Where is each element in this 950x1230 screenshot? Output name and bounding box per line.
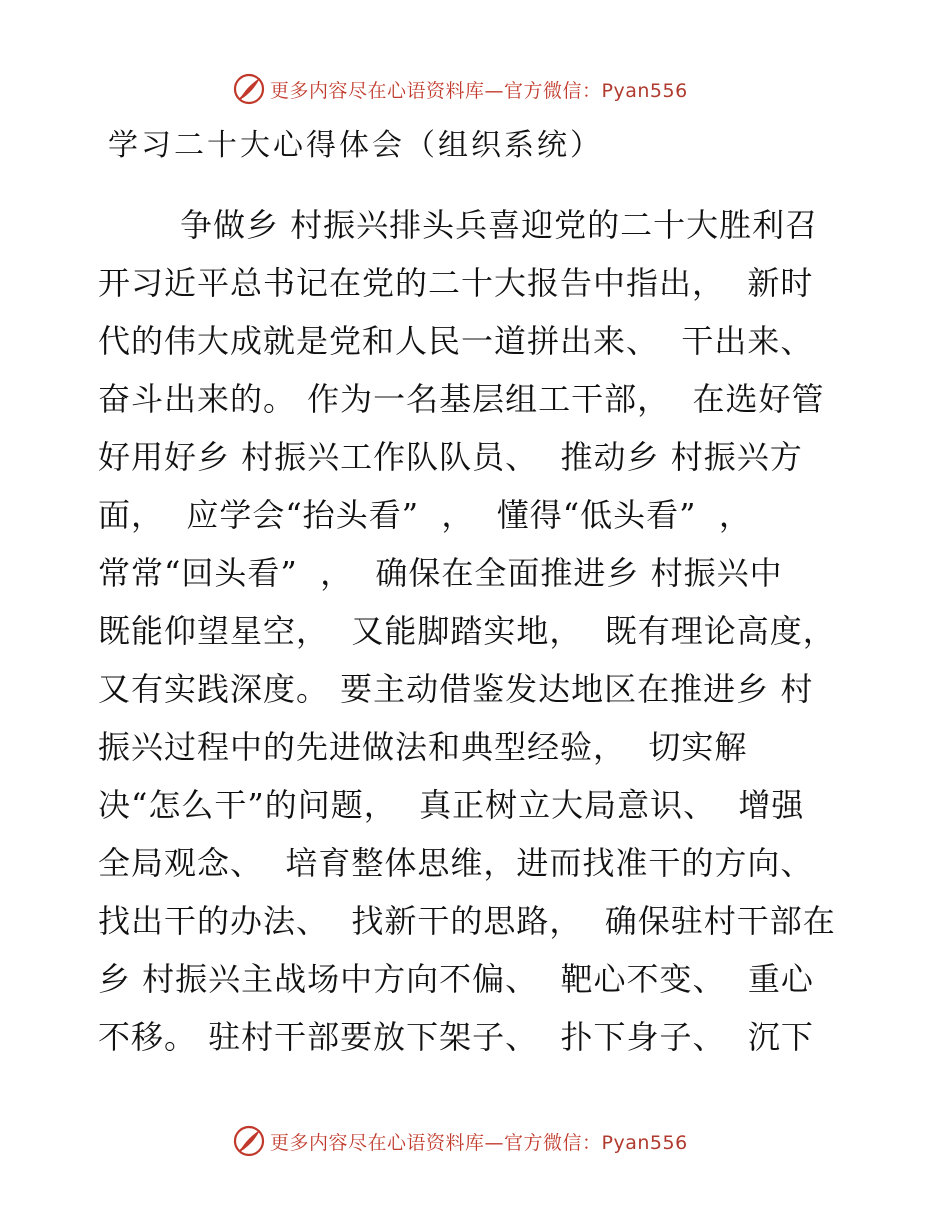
document-title: 学习二十大心得体会（组织系统）: [108, 128, 603, 163]
feather-pen-logo-icon: [232, 1124, 266, 1158]
header-watermark: [232, 72, 688, 106]
paragraph-line: 常常“回头看” ， 确保在全面推进乡 村振兴中: [98, 554, 783, 592]
paragraph-line: 开习近平总书记在党的二十大报告中指出， 新时: [98, 264, 814, 302]
paragraph-line: 代的伟大成就是党和人民一道拼出来、 干出来、: [98, 322, 814, 360]
paragraph-line: 面， 应学会“抬头看” ， 懂得“低头看” ，: [98, 496, 752, 534]
paragraph-line: 既能仰望星空， 又能脚踏实地， 既有理论高度，: [98, 612, 836, 650]
paragraph-line: 全局观念、 培育整体思维，进而找准干的方向、: [98, 844, 814, 882]
paragraph-line: 振兴过程中的先进做法和典型经验， 切实解: [98, 728, 748, 766]
footer-watermark: [232, 1124, 688, 1158]
paragraph-line: 奋斗出来的。 作为一名基层组工干部， 在选好管: [98, 380, 825, 418]
watermark-text: 更多内容尽在心语资料库—官方微信：Pyan556: [270, 79, 688, 102]
paragraph-line: 找出干的办法、 找新干的思路， 确保驻村干部在: [98, 902, 836, 940]
paragraph-line: 好用好乡 村振兴工作队队员、 推动乡 村振兴方: [98, 438, 803, 476]
watermark-text: 更多内容尽在心语资料库—官方微信：Pyan556: [270, 1131, 688, 1154]
wechat-id: Pyan556: [601, 1131, 688, 1154]
paragraph-line: 争做乡 村振兴排头兵喜迎党的二十大胜利召: [180, 206, 819, 244]
paragraph-line: 不移。 驻村干部要放下架子、 扑下身子、 沉下: [98, 1018, 814, 1056]
paragraph-line: 决“怎么干”的问题， 真正树立大局意识、 增强: [98, 786, 805, 824]
feather-pen-logo-icon: [232, 72, 266, 106]
document-body: [98, 196, 858, 1066]
paragraph-line: 又有实践深度。 要主动借鉴发达地区在推进乡 村: [98, 670, 814, 708]
wechat-id: Pyan556: [601, 79, 688, 102]
paragraph-line: 乡 村振兴主战场中方向不偏、 靶心不变、 重心: [98, 960, 814, 998]
